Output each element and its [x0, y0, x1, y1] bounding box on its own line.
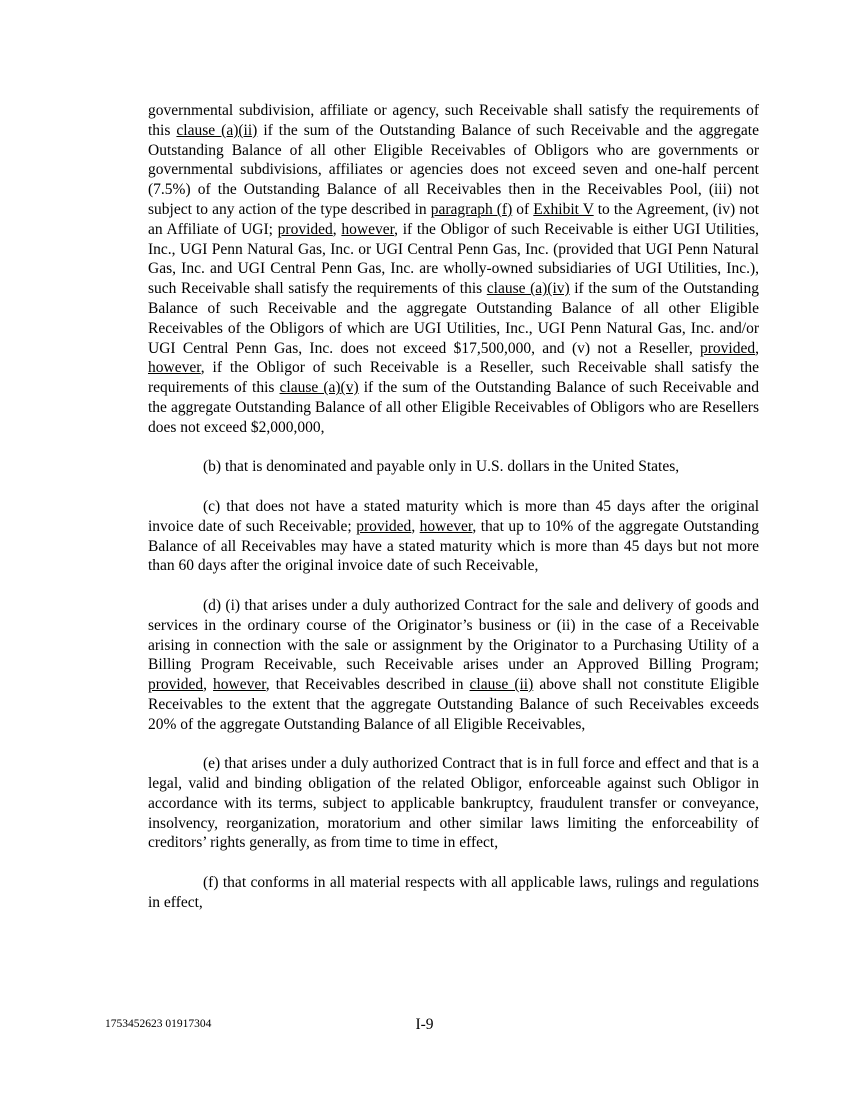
- underlined-term: provided: [356, 517, 412, 535]
- underlined-term: provided: [148, 676, 204, 694]
- paragraph-a-continuation: governmental subdivision, affiliate or agency, such Receivable shall satisfy the requirements of this clause (a)(ii) if the sum of the Outstanding Balance of such Receivable and the aggregate Outstanding Balance of all other Eligible Receivables of Obligors who are governments or governmental subdivisions, affiliates or agencies does not exceed seven and one-half percent (7.5%) of the Outstanding Balance of all Receivables then in the Receivables Pool, (iii) not subject to any action of the type described in paragraph (f) of Exhibit V to the Agreement, (iv) not an Affiliate of UGI; provided, however, if the Obligor of such Receivable is either UGI Utilities, Inc., UGI Penn Natural Gas, Inc. or UGI Central Penn Gas, Inc. (provided that UGI Penn Natural Gas, Inc. and UGI Central Penn Gas, Inc. are wholly-owned subsidiaries of UGI Utilities, Inc.), such Receivable shall satisfy the requirements of this clause (a)(iv) if the sum of the Outstanding Balance of such Receivable and the aggregate Outstanding Balance of all other Eligible Receivables of the Obligors of which are UGI Utilities, Inc., UGI Penn Natural Gas, Inc. and/or UGI Central Penn Gas, Inc. does not exceed $17,500,000, and (v) not a Reseller, provided, however, if the Obligor of such Receivable is a Reseller, such Receivable shall satisfy the requirements of this clause (a)(v) if the sum of the Outstanding Balance of such Receivable and the aggregate Outstanding Balance of all other Eligible Receivables of Obligors who are Resellers does not exceed $2,000,000,: [148, 102, 760, 436]
- underlined-term: however: [148, 359, 201, 377]
- underlined-term: Exhibit V: [533, 200, 594, 218]
- underlined-term: however: [213, 676, 266, 694]
- underlined-term: clause (a)(v): [279, 379, 359, 397]
- paragraph-f: (f) that conforms in all material respects with all applicable laws, rulings and regulations in effect,: [148, 874, 759, 911]
- underlined-term: clause (a)(iv): [486, 280, 570, 298]
- underlined-term: provided: [277, 220, 333, 238]
- underlined-term: provided: [700, 339, 756, 357]
- paragraph-b: (b) that is denominated and payable only in U.S. dollars in the United States,: [203, 458, 680, 476]
- underlined-term: however: [419, 517, 473, 535]
- document-body: [148, 101, 759, 932]
- footer-document-id: 1753452623 01917304: [105, 1018, 212, 1030]
- paragraph-e: (e) that arises under a duly authorized Contract that is in full force and effect and that is a legal, valid and binding obligation of the related Obligor, enforceable against such Obligor in accordance with its terms, subject to applicable bankruptcy, fraudulent transfer or conveyance, insolvency, reorganization, moratorium and other similar laws limiting the enforceability of creditors’ rights generally, as from time to time in effect,: [148, 755, 759, 852]
- paragraph-d: (d) (i) that arises under a duly authorized Contract for the sale and delivery of goods and services in the ordinary course of the Originator’s business or (ii) in the case of a Receivable arising in connection with the sale or assignment by the Originator to a Purchasing Utility of a Billing Program Receivable, such Receivable arises under an Approved Billing Program; provided, however, that Receivables described in clause (ii) above shall not constitute Eligible Receivables to the extent that the aggregate Outstanding Balance of such Receivables exceeds 20% of the aggregate Outstanding Balance of all Eligible Receivables,: [148, 596, 760, 733]
- underlined-term: clause (ii): [469, 676, 534, 694]
- underlined-term: however: [341, 220, 395, 238]
- paragraph-c: (c) that does not have a stated maturity which is more than 45 days after the original invoice date of such Receivable; provided, however, that up to 10% of the aggregate Outstanding Balance of all Receivables may have a stated maturity which is more than 45 days but not more than 60 days after the original invoice date of such Receivable,: [148, 497, 760, 575]
- underlined-term: paragraph (f): [430, 200, 513, 218]
- underlined-term: clause (a)(ii): [176, 121, 258, 139]
- footer-page-number: I-9: [415, 1016, 434, 1033]
